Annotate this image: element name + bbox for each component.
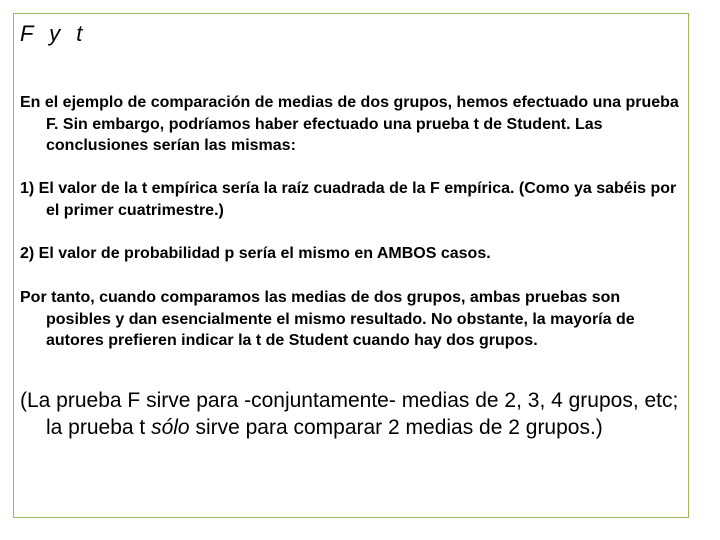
paragraph-intro: En el ejemplo de comparación de medias de dos grupos, hemos efectuado una prueba F. Sin embargo, podríamos haber efectuado una prueba t de Student. Las conclusiones serían las mismas: <box>20 94 679 154</box>
paragraph-point-2: 2) El valor de probabilidad p sería el mismo en AMBOS casos. <box>20 245 491 262</box>
slide-title: F y t <box>20 21 88 46</box>
note-text-start: (La prueba F sirve para -conjuntamente- medias de 2, 3, 4 grupos, etc; la prueba t <box>20 389 679 439</box>
note-emphasis: sólo <box>151 415 190 439</box>
paragraph-point-1: 1) El valor de la t empírica sería la raíz cuadrada de la F empírica. (Como ya sabéis por el primer cuatrimestre.) <box>20 180 677 219</box>
note-text-end: sirve para comparar 2 medias de 2 grupos.) <box>189 415 603 439</box>
paragraph-conclusion: Por tanto, cuando comparamos las medias de dos grupos, ambas pruebas son posibles y dan esencialmente el mismo resultado. No obstante, la mayoría de autores prefieren indicar la t de Student cuando hay dos grupos. <box>20 289 635 349</box>
slide-frame <box>13 13 689 518</box>
paragraph-note <box>20 388 680 441</box>
